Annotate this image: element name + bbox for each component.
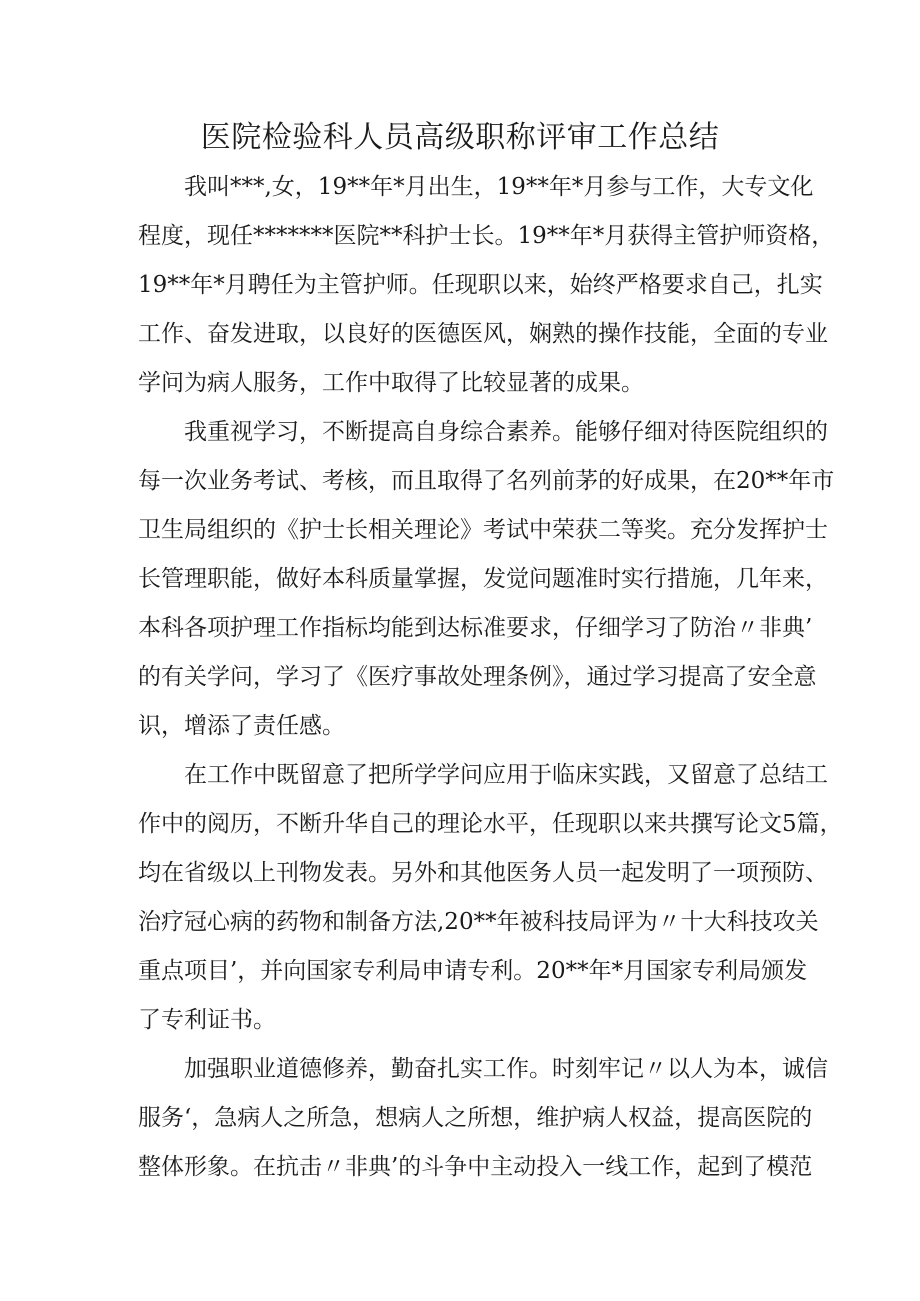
text-line: 我叫***,女，19**年*月出生，19**年*月参与工作，大专文化 xyxy=(184,174,814,200)
text-line: 服务‘，急病人之所急，想病人之所想，维护病人权益，提高医院的 xyxy=(138,1105,813,1131)
text-line: 程度，现任*******医院**科护士长。19**年*月获得主管护师资格， xyxy=(138,223,835,249)
text-line: 学问为病人服务，工作中取得了比较显著的成果。 xyxy=(138,370,644,396)
text-line: 治疗冠心病的药物和制备方法,20**年被科技局评为〃十大科技攻关 xyxy=(138,909,819,935)
text-line: 每一次业务考试、考核，而且取得了名列前茅的好成果，在20**年市 xyxy=(138,468,835,494)
text-line: 的有关学问，学习了《医疗事故处理条例》，通过学习提高了安全意 xyxy=(138,664,817,690)
text-line: 卫生局组织的《护士长相关理论》考试中荣获二等奖。充分发挥护士 xyxy=(138,517,828,543)
text-line: 工作、奋发进取，以良好的医德医风，娴熟的操作技能，全面的专业 xyxy=(138,321,828,347)
text-line: 19**年*月聘任为主管护师。任现职以来，始终严格要求自己，扎实 xyxy=(138,272,823,298)
text-line: 识，增添了责任感。 xyxy=(138,713,345,739)
text-line: 本科各项护理工作指标均能到达标准要求，仔细学习了防治〃非典’ xyxy=(138,615,813,641)
text-line: 重点项目’，并向国家专利局申请专利。20**年*月国家专利局颁发 xyxy=(138,958,808,984)
document-title: 医院检验科人员高级职称评审工作总结 xyxy=(200,120,720,155)
text-line: 作中的阅历，不断升华自己的理论水平，任现职以来共撰写论文5篇， xyxy=(138,811,843,837)
text-line: 在工作中既留意了把所学学问应用于临床实践，又留意了总结工 xyxy=(184,762,828,788)
text-line: 长管理职能，做好本科质量掌握，发觉问题准时实行措施，几年来， xyxy=(138,566,828,592)
text-line: 了专利证书。 xyxy=(138,1007,276,1033)
text-line: 我重视学习，不断提高自身综合素养。能够仔细对待医院组织的 xyxy=(184,419,828,445)
text-line: 加强职业道德修养，勤奋扎实工作。时刻牢记〃以人为本，诚信 xyxy=(184,1056,828,1082)
text-line: 均在省级以上刊物发表。另外和其他医务人员一起发明了一项预防、 xyxy=(138,860,828,886)
text-line: 整体形象。在抗击〃非典’的斗争中主动投入一线工作，起到了模范 xyxy=(138,1154,813,1180)
